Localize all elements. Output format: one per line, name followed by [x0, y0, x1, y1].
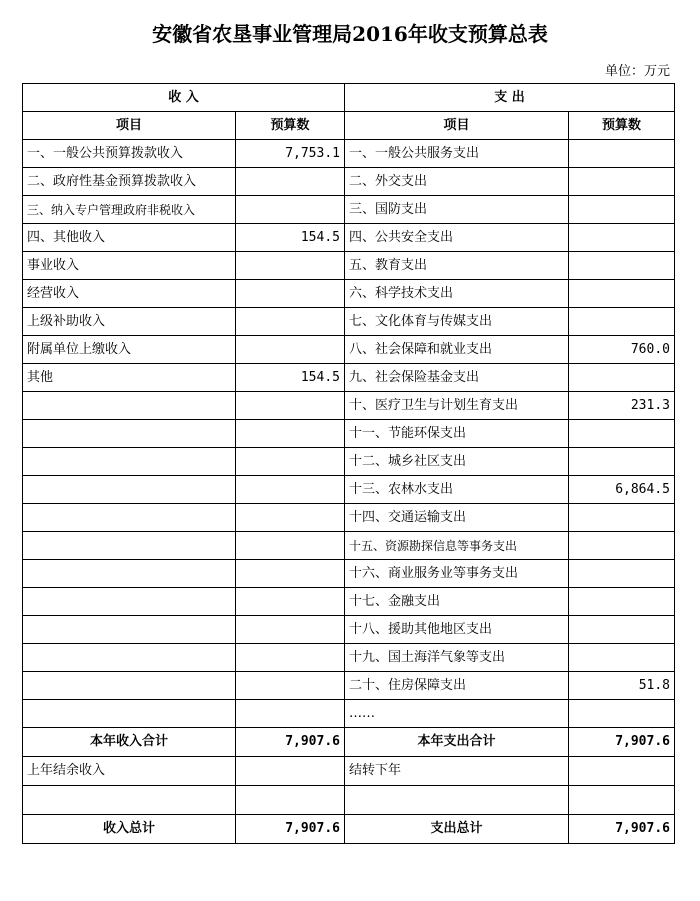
income-item: [23, 532, 236, 560]
income-amount: [236, 168, 345, 196]
expense-item: 十三、农林水支出: [345, 476, 569, 504]
income-amount: [236, 280, 345, 308]
expense-amount: [569, 644, 675, 672]
income-amount: [236, 616, 345, 644]
expense-grand-total-label: 支出总计: [345, 815, 569, 844]
income-amount: 154.5: [236, 224, 345, 252]
expense-item: 五、教育支出: [345, 252, 569, 280]
grand-total-row: [23, 815, 675, 844]
year-income-total-label: 本年收入合计: [23, 728, 236, 757]
table-row: [23, 448, 675, 476]
expense-amount: 231.3: [569, 392, 675, 420]
income-amount: [236, 448, 345, 476]
expense-item: 十六、商业服务业等事务支出: [345, 560, 569, 588]
income-header: 收 入: [23, 84, 345, 112]
expense-amount: [569, 420, 675, 448]
prev-balance-label: 上年结余收入: [23, 757, 236, 786]
expense-item: 十九、国土海洋气象等支出: [345, 644, 569, 672]
table-row: [23, 364, 675, 392]
expense-amount: [569, 532, 675, 560]
expense-item: 七、文化体育与传媒支出: [345, 308, 569, 336]
expense-amount: 51.8: [569, 672, 675, 700]
table-row: [23, 196, 675, 224]
expense-item: 十、医疗卫生与计划生育支出: [345, 392, 569, 420]
income-amount: [236, 532, 345, 560]
expense-amount: [569, 700, 675, 728]
income-amount: [236, 252, 345, 280]
income-item: 一、一般公共预算拨款收入: [23, 140, 236, 168]
expense-grand-total-amount: 7,907.6: [569, 815, 675, 844]
blank-cell: [23, 786, 236, 815]
expense-amount: [569, 504, 675, 532]
expense-item-header: 项目: [345, 112, 569, 140]
expense-amount: [569, 252, 675, 280]
income-item: [23, 476, 236, 504]
income-amount: 154.5: [236, 364, 345, 392]
income-item: [23, 560, 236, 588]
expense-amount: 6,864.5: [569, 476, 675, 504]
income-amount: [236, 420, 345, 448]
expense-item: 一、一般公共服务支出: [345, 140, 569, 168]
expense-item: 十八、援助其他地区支出: [345, 616, 569, 644]
expense-amount: [569, 560, 675, 588]
table-row: [23, 280, 675, 308]
expense-item: 十四、交通运输支出: [345, 504, 569, 532]
income-amount: [236, 476, 345, 504]
table-row: [23, 616, 675, 644]
unit-label: 单位：万元: [604, 64, 670, 79]
expense-item: 十五、资源勘探信息等事务支出: [345, 532, 569, 560]
budget-table: [22, 83, 675, 844]
income-item: [23, 616, 236, 644]
income-item: 二、政府性基金预算拨款收入: [23, 168, 236, 196]
income-grand-total-amount: 7,907.6: [236, 815, 345, 844]
table-row: [23, 700, 675, 728]
income-item: 事业收入: [23, 252, 236, 280]
table-row: [23, 308, 675, 336]
income-item: [23, 504, 236, 532]
income-budget-header: 预算数: [236, 112, 345, 140]
income-item-header: 项目: [23, 112, 236, 140]
expense-item: ……: [345, 700, 569, 728]
income-item: [23, 644, 236, 672]
expense-item: 八、社会保障和就业支出: [345, 336, 569, 364]
expense-amount: 760.0: [569, 336, 675, 364]
income-amount: [236, 504, 345, 532]
expense-amount: [569, 448, 675, 476]
income-item: [23, 448, 236, 476]
expense-amount: [569, 140, 675, 168]
table-row: [23, 672, 675, 700]
expense-amount: [569, 168, 675, 196]
blank-cell: [569, 786, 675, 815]
expense-amount: [569, 616, 675, 644]
income-amount: [236, 392, 345, 420]
expense-item: 六、科学技术支出: [345, 280, 569, 308]
year-income-total-amount: 7,907.6: [236, 728, 345, 757]
table-row: [23, 644, 675, 672]
balance-row: [23, 757, 675, 786]
income-item: 经营收入: [23, 280, 236, 308]
expense-item: 三、国防支出: [345, 196, 569, 224]
table-row: [23, 504, 675, 532]
table-row: [23, 392, 675, 420]
income-amount: [236, 336, 345, 364]
table-row: [23, 336, 675, 364]
table-row: [23, 560, 675, 588]
income-amount: [236, 672, 345, 700]
expense-amount: [569, 364, 675, 392]
income-amount: [236, 588, 345, 616]
prev-balance-amount: [236, 757, 345, 786]
expense-amount: [569, 588, 675, 616]
table-row: [23, 420, 675, 448]
carry-forward-amount: [569, 757, 675, 786]
table-row: [23, 140, 675, 168]
expense-item: 二十、住房保障支出: [345, 672, 569, 700]
expense-budget-header: 预算数: [569, 112, 675, 140]
income-item: 四、其他收入: [23, 224, 236, 252]
expense-item: 十一、节能环保支出: [345, 420, 569, 448]
income-item: [23, 700, 236, 728]
table-row: [23, 224, 675, 252]
table-row: [23, 532, 675, 560]
table-row: [23, 588, 675, 616]
page-title: 安徽省农垦事业管理局2016年收支预算总表: [152, 22, 548, 46]
income-amount: [236, 308, 345, 336]
expense-amount: [569, 280, 675, 308]
year-total-row: [23, 728, 675, 757]
income-item: 三、纳入专户管理政府非税收入: [23, 196, 236, 224]
expense-item: 九、社会保险基金支出: [345, 364, 569, 392]
income-amount: [236, 700, 345, 728]
expense-header: 支 出: [345, 84, 675, 112]
table-row: [23, 252, 675, 280]
expense-item: 四、公共安全支出: [345, 224, 569, 252]
year-expense-total-amount: 7,907.6: [569, 728, 675, 757]
blank-row: [23, 786, 675, 815]
income-item: [23, 588, 236, 616]
blank-cell: [345, 786, 569, 815]
expense-amount: [569, 196, 675, 224]
income-item: [23, 392, 236, 420]
expense-item: 十二、城乡社区支出: [345, 448, 569, 476]
table-row: [23, 476, 675, 504]
income-amount: [236, 644, 345, 672]
income-amount: [236, 196, 345, 224]
expense-item: 十七、金融支出: [345, 588, 569, 616]
carry-forward-label: 结转下年: [345, 757, 569, 786]
income-item: 其他: [23, 364, 236, 392]
table-row: [23, 168, 675, 196]
income-item: 上级补助收入: [23, 308, 236, 336]
expense-item: 二、外交支出: [345, 168, 569, 196]
year-expense-total-label: 本年支出合计: [345, 728, 569, 757]
expense-amount: [569, 224, 675, 252]
income-item: [23, 672, 236, 700]
expense-amount: [569, 308, 675, 336]
income-amount: [236, 560, 345, 588]
income-item: 附属单位上缴收入: [23, 336, 236, 364]
income-grand-total-label: 收入总计: [23, 815, 236, 844]
income-item: [23, 420, 236, 448]
blank-cell: [236, 786, 345, 815]
income-amount: 7,753.1: [236, 140, 345, 168]
